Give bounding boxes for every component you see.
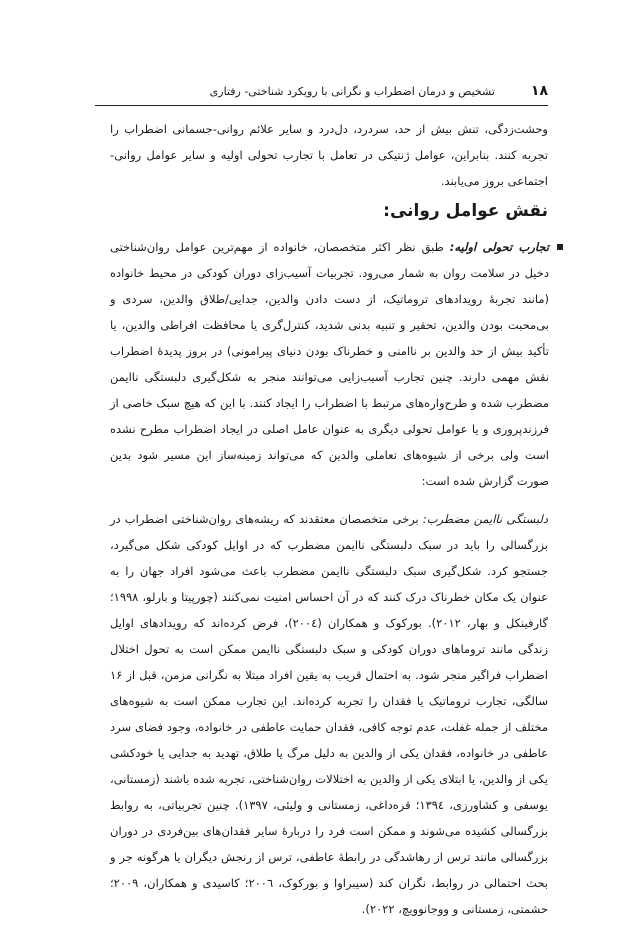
bullet-body: طبق نظر اکثر متخصصان، خانواده از مهم‌ترین عوامل روان‌شناختی دخیل در سلامت روان به شمار می‌رود. تجربیات آسیب‌زای دوران کودکی در محیط خانواده (مانند تجربهٔ رویدادهای تروماتیک، از دست دادن والدین، جدایی/طلاق والدین، سردی و بی‌محبت بودن والدین، تحقیر و تنبیه بدنی شدید، کنترل‌گری یا محافظت افراطی والدین، یا تأکید بیش از حد والدین بر ناامنی و خطرناک بودن دنیای پیرامونی) در بروز پدیدهٔ اضطراب نقش مهمی دارند. چنین تجارب آسیب‌زایی می‌توانند منجر به شکل‌گیری دلبستگی ناایمن مضطرب شده و طرح‌واره‌های مرتبط با اضطراب را ایجاد کنند. با این که هیچ سبک خاصی از فرزندپروری و یا عوامل تحولی دیگری به عنوان عامل اصلی در ایجاد اضطراب مطرح نشده است ولی برخی از شیوه‌های تعاملی والدین که می‌تواند زمینه‌ساز این مسیر شود بدین صورت گزارش شده است:: [110, 240, 549, 488]
attachment-term: دلبستگی ناایمن مضطرب:: [422, 512, 548, 526]
running-title: تشخیص و درمان اضطراب و نگرانی با رویکرد شناختی- رفتاری: [209, 84, 495, 98]
page-number: ۱۸: [530, 83, 548, 99]
bullet-term: تجارب تحولی اولیه:: [449, 240, 549, 254]
bullet-square-icon: [557, 244, 563, 250]
page-body: [110, 116, 548, 922]
section-heading: نقش عوامل روانی:: [383, 201, 548, 221]
bullet-item: [110, 234, 548, 494]
intro-paragraph: وحشت‌زدگی، تنش بیش از حد، سردرد، دل‌درد و سایر علائم روانی-جسمانی اضطراب را تجربه کنند. بنابراین، عوامل ژنتیکی در تعامل با تجارب تحولی اولیه و سایر عوامل روانی-اجتماعی بروز می‌یابند.: [110, 122, 548, 188]
page-header: [95, 80, 548, 106]
attachment-paragraph: [110, 506, 548, 922]
attachment-body: برخی متخصصان معتقدند که ریشه‌های روان‌شناختی اضطراب در بزرگسالی را باید در سبک دلبستگی ناایمن مضطرب که در اوایل کودکی شکل می‌گیرد، جستجو کرد. شکل‌گیری سبک دلبستگی ناایمن مضطرب باعث می‌شود افراد جهان را به عنوان یک مکان خطرناک درک کنند که در آن احساس امنیت نمی‌کنند (چورپیتا و بارلو، ۱۹۹۸؛ گارفینکل و بهار، ۲۰۱۲). بورکوک و همکاران (۲۰۰٤)، فرض کرده‌اند که رویدادهای اوایل زندگی مانند تروماهای دوران کودکی و سبک دلبستگی ناایمن ممکن است به تحول اختلال اضطراب فراگیر منجر شود. به احتمال قریب به یقین افراد مبتلا به نگرانی مزمن، قبل از ۱۶ سالگی، تجارب تروماتیک یا فقدان را تجربه کرده‌اند. این تجارب ممکن است به شیوه‌های مختلف از جمله غفلت، عدم توجه کافی، فقدان حمایت عاطفی در خانواده، وجود فضای سرد عاطفی در خانواده، فقدان یکی از والدین به دلیل مرگ یا طلاق، تهدید به جدایی یا خودکشی یکی از والدین، یا ابتلای یکی از والدین به اختلالات روان‌شناختی، تجربه شده باشند (زمستانی، یوسفی و کشاورزی، ۱۳۹٤؛ قره‌داغی، زمستانی و ولیئی، ۱۳۹۷). چنین تجربیاتی، به روابط بزرگسالی کشیده می‌شوند و ممکن است فرد را دربارهٔ سایر فقدان‌های بین‌فردی در دوران بزرگسالی مانند ترس از رهاشدگی در رابطهٔ عاطفی، ترس از رنجش دیگران یا هرگونه جر و بحث احتمالی در روابط، نگران کند (سیبراوا و بورکوک، ۲۰۰٦؛ کاسیدی و همکاران، ۲۰۰۹؛ حشمتی، زمستانی و ووجانوویچ، ۲۰۲۲).: [109, 512, 549, 916]
bullet-paragraph: [110, 234, 549, 494]
